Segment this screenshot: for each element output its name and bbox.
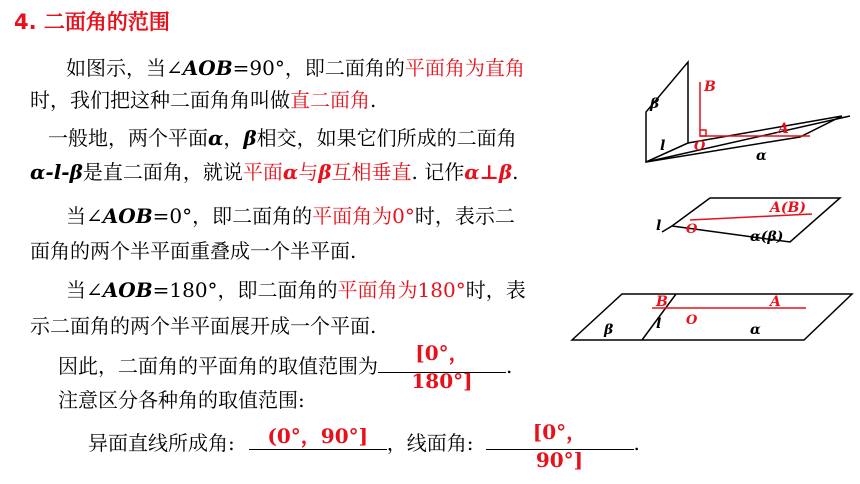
range-fill-top: [0°， bbox=[415, 341, 469, 365]
p5-text: 因此，二面角的平面角的取值范围为 bbox=[58, 354, 378, 378]
p5-end: . bbox=[506, 354, 513, 378]
p2-highlight-alpha: α bbox=[282, 160, 299, 184]
p7-text-b: ，线面角: bbox=[386, 431, 474, 455]
p2-text-b: 相交，如果它们所成的二面角 bbox=[256, 126, 517, 150]
edge-l bbox=[646, 116, 850, 162]
plane-beta bbox=[646, 62, 688, 162]
fig2-label-ab: A(B) bbox=[770, 200, 806, 216]
p4-text-b: =180°，即二面角的 bbox=[152, 278, 338, 302]
p2-alpha: α bbox=[208, 126, 224, 150]
p1-text-a: 如图示，当∠ bbox=[66, 56, 183, 80]
p3-text-d: 面角的两个半平面重叠成一个半平面. bbox=[30, 239, 357, 263]
p3-highlight: 平面角为0° bbox=[312, 204, 415, 228]
fig3-label-o: O bbox=[686, 313, 698, 328]
p3-text-a: 当∠ bbox=[66, 204, 103, 228]
p4-text-a: 当∠ bbox=[66, 278, 103, 302]
p4-text-d: 示二面角的两个半平面展开成一个平面. bbox=[30, 314, 377, 338]
line-plane-fill-bottom: 90°] bbox=[535, 448, 584, 472]
p6-line: 注意区分各种角的取值范围: bbox=[58, 388, 305, 412]
p2-sep: ， bbox=[223, 126, 244, 150]
fig1-label-o: O bbox=[694, 139, 706, 154]
section-title: 4. 二面角的范围 bbox=[14, 10, 170, 34]
p1-text-c: 时，我们把这种二面角角叫做 bbox=[30, 88, 290, 112]
fig1-label-b: B bbox=[704, 79, 716, 95]
p1-text-b: =90°，即二面角的 bbox=[232, 56, 405, 80]
plane-flat bbox=[572, 294, 852, 340]
p2-highlight-beta: β bbox=[318, 160, 332, 184]
p2-text-d: . 记作 bbox=[411, 160, 465, 184]
fig3-label-alpha: α bbox=[750, 322, 761, 338]
p2-text-a: 一般地，两个平面 bbox=[48, 126, 208, 150]
fig3-label-beta: β bbox=[604, 322, 614, 338]
line-plane-fill-top: [0°， bbox=[532, 420, 587, 444]
p1-highlight-right-dihedral: 直二面角 bbox=[290, 88, 370, 112]
fig1-label-a: A bbox=[778, 121, 789, 137]
p2-text-e: . bbox=[512, 160, 519, 184]
p2-notation: α⊥β bbox=[464, 160, 513, 184]
edge-l-2 bbox=[662, 226, 672, 232]
fig3-label-a: A bbox=[770, 294, 781, 310]
figure-right-dihedral bbox=[646, 62, 850, 162]
p3-text-b: =0°，即二面角的 bbox=[152, 204, 313, 228]
skew-angle-fill: (0°，90°] bbox=[267, 424, 369, 448]
p2-text-c: 是直二面角，就说 bbox=[82, 160, 243, 184]
p4-text-c: 时，表 bbox=[465, 278, 526, 302]
p1-highlight-right-angle: 平面角为直角 bbox=[404, 56, 525, 80]
p4-aob: AOB bbox=[102, 278, 153, 302]
p2-beta: β bbox=[243, 126, 257, 150]
figure-straight-dihedral bbox=[572, 294, 852, 340]
p2-highlight-with: 与 bbox=[298, 160, 319, 184]
p3-aob: AOB bbox=[102, 204, 153, 228]
p7-text-a: 异面直线所成角: bbox=[88, 431, 235, 455]
fig3-label-l: l bbox=[656, 316, 662, 332]
p2-highlight-perpendicular: 互相垂直 bbox=[331, 160, 412, 184]
fig3-label-b: B bbox=[656, 294, 668, 310]
p4-highlight: 平面角为180° bbox=[337, 278, 466, 302]
fig2-label-o: O bbox=[686, 222, 698, 237]
fig1-label-l: l bbox=[660, 138, 666, 154]
p3-text-c: 时，表示二 bbox=[414, 204, 515, 228]
fig2-label-ab-plane: α(β) bbox=[750, 229, 784, 245]
fig1-label-alpha: α bbox=[756, 148, 767, 164]
p1-aob: AOB bbox=[182, 56, 233, 80]
range-fill-bottom: 180°] bbox=[411, 369, 473, 393]
p2-expression: α-l-β bbox=[30, 160, 83, 184]
p7-end: . bbox=[633, 431, 640, 455]
p2-highlight-plane: 平面 bbox=[242, 160, 283, 184]
p1-text-d: . bbox=[370, 88, 377, 112]
right-angle-mark bbox=[700, 130, 706, 136]
fig2-label-l: l bbox=[656, 218, 662, 234]
fig1-label-beta: β bbox=[650, 96, 660, 112]
